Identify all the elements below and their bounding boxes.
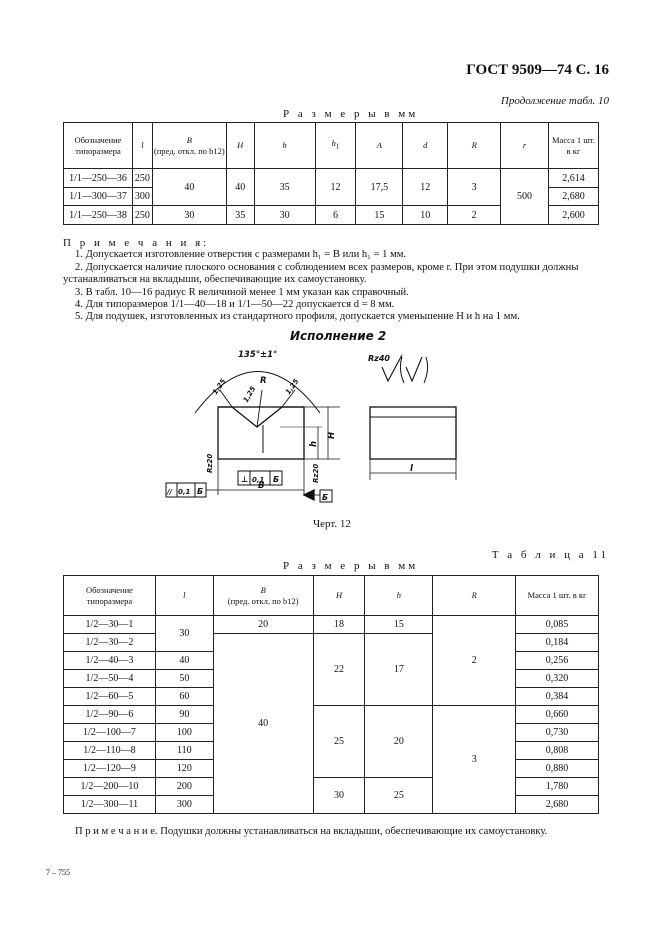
tol-symbol: ⊥ [241, 475, 249, 484]
col-l: l [132, 123, 152, 169]
col-r: r [501, 123, 549, 169]
l-label: l [410, 464, 413, 474]
table-row: 1/1—250—38 250 30 35 30 6 15 10 2 2,600 [64, 206, 599, 225]
notes-block [63, 237, 603, 324]
page-header: ГОСТ 9509—74 С. 16 [466, 62, 609, 78]
front-view-outline [218, 407, 304, 459]
H-label: H [327, 431, 337, 439]
h-label: h [309, 440, 319, 447]
tol-value: 0,1 [252, 476, 265, 484]
note-item: 3. В табл. 10—16 радиус R величиной менее 1 мм указан как справочный. [75, 286, 409, 298]
note-block [63, 826, 603, 838]
side-view-outline [370, 407, 456, 459]
notes-title: П р и м е ч а н и я: [63, 237, 210, 249]
table11-label: Т а б л и ц а 11 [491, 549, 609, 561]
col-h: h [254, 123, 315, 169]
table-10 [63, 122, 599, 225]
col-mass: Масса 1 шт. в кг [516, 576, 599, 616]
figure-caption: Черт. 12 [313, 518, 351, 530]
note-item: 2. Допускается наличие плоского основания с соблюдением всех размеров, кроме r. При этом подушки должны устанавливаться на вкладыши, обеспечивающие их самоустановку. [63, 261, 579, 286]
col-h: h [365, 576, 433, 616]
drawing-12 [150, 345, 510, 515]
table-row: 1/1—300—37 300 2,680 [64, 188, 599, 206]
roughness-label: Rz20 [206, 453, 214, 473]
col-R: R [433, 576, 516, 616]
table-row: 1/2—30—2 40 22 17 0,184 [64, 634, 599, 652]
col-H: H [313, 576, 365, 616]
table-row: 1/2—120—9 120 0,880 [64, 760, 599, 778]
col-l: l [155, 576, 213, 616]
col-H: H [226, 123, 254, 169]
table-row: 1/2—30—1 30 20 18 15 2 0,085 [64, 616, 599, 634]
table-continuation: Продолжение табл. 10 [500, 95, 609, 107]
v-groove [218, 407, 304, 427]
table-row: 1/2—90—6 90 25 20 3 0,660 [64, 706, 599, 724]
chamfer-label: 1,25 [284, 377, 301, 397]
col-B: B (пред. откл. по b12) [213, 576, 313, 616]
tol-datum: Б [197, 487, 204, 496]
table-row: 1/1—250—36 250 40 40 35 12 17,5 12 3 500 2,614 [64, 169, 599, 188]
radius-label: R [260, 376, 267, 386]
figure-title: Исполнение 2 [290, 329, 387, 343]
table-row: 1/2—60—5 60 0,384 [64, 688, 599, 706]
table-row: 1/2—110—8 110 0,808 [64, 742, 599, 760]
roughness-label: Rz40 [368, 354, 390, 363]
page-code: 7 – 755 [46, 868, 70, 877]
tol-value: 0,1 [178, 488, 191, 496]
col-designation: Обозначение типоразмера [64, 576, 156, 616]
table-row: 1/2—50—4 50 0,320 [64, 670, 599, 688]
table-row: 1/2—40—3 40 0,256 [64, 652, 599, 670]
tol-symbol: // [167, 488, 173, 496]
col-mass: Масса 1 шт. в кг [549, 123, 599, 169]
table11-units: Р а з м е р ы в мм [283, 560, 419, 572]
table10-units: Р а з м е р ы в мм [283, 108, 419, 120]
col-A: A [356, 123, 403, 169]
table-11 [63, 575, 599, 814]
col-designation: Обозначение типоразмера [64, 123, 133, 169]
tol-datum: Б [273, 475, 280, 484]
note-item: 5. Для подушек, изготовленных из стандартного профиля, допускается уменьшение H и h на 1 мм. [75, 311, 520, 323]
roughness-label: Rz20 [312, 463, 320, 483]
col-h1: $h_1$ [315, 123, 356, 169]
chamfer-label: 1,25 [241, 385, 258, 404]
col-d: d [403, 123, 448, 169]
note-item: 1. Допускается изготовление отверстия с размерами h₁ = B или h₁ = 1 мм. [75, 249, 407, 261]
table-row: 1/2—100—7 100 0,730 [64, 724, 599, 742]
table-row: 1/2—200—10 200 30 25 1,780 [64, 778, 599, 796]
angle-label: 135°±1° [238, 350, 278, 360]
datum-label: Б [322, 493, 329, 502]
note-text: П р и м е ч а н и е. Подушки должны устанавливаться на вкладыши, обеспечивающие их самоустановку. [75, 826, 548, 837]
col-R: R [448, 123, 501, 169]
table-row: 1/2—300—11 300 2,680 [64, 796, 599, 814]
col-B: B (пред. откл. по b12) [152, 123, 226, 169]
B-label: B [258, 481, 265, 491]
chamfer-label: 1,25 [211, 377, 228, 397]
note-item: 4. Для типоразмеров 1/1—40—18 и 1/1—50—22 допускается d = 8 мм. [75, 299, 395, 311]
